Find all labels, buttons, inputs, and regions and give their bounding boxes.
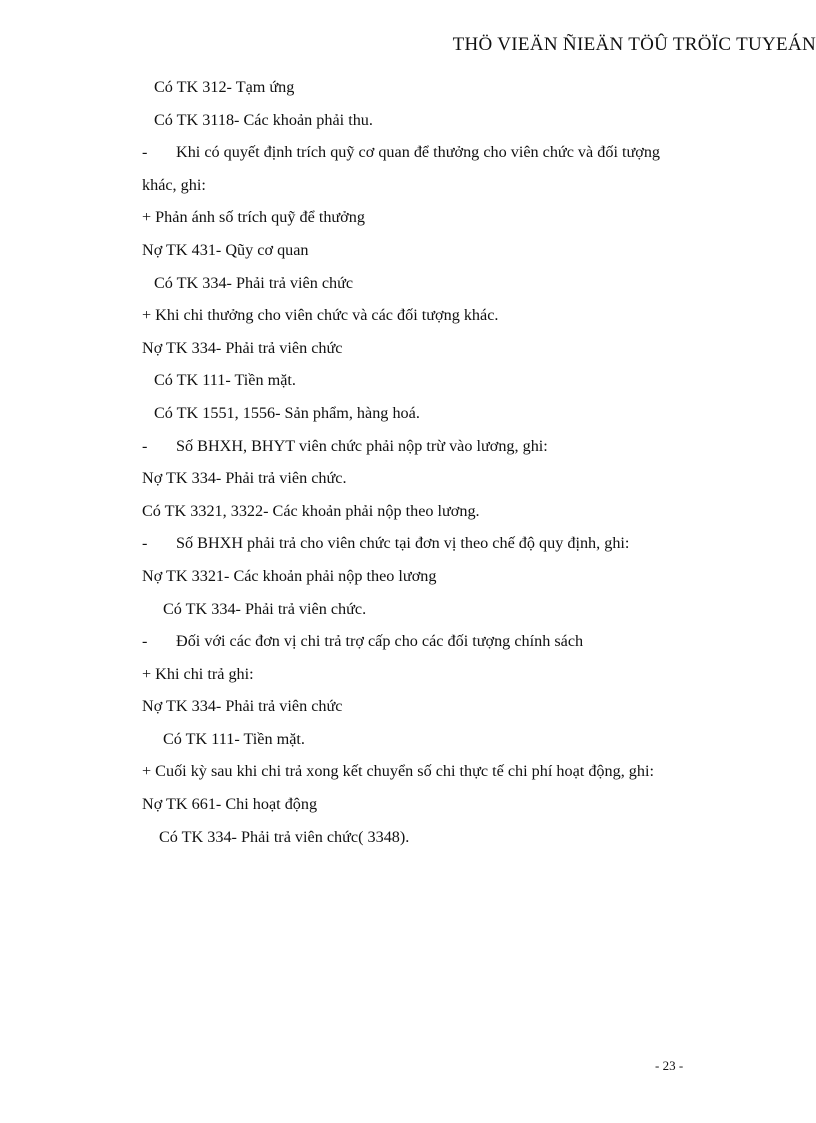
bullet-line <box>142 141 762 174</box>
dash-marker: - <box>142 143 148 162</box>
text-line: Có TK 334- Phải trả viên chức <box>154 273 354 292</box>
text-line: khác, ghi: <box>142 175 206 194</box>
dash-marker: - <box>142 436 148 455</box>
text-line: + Khi chi trả ghi: <box>142 664 254 683</box>
document-body <box>142 76 762 858</box>
text-line: Có TK 111- Tiền mặt. <box>154 371 296 390</box>
text-line: Nợ TK 661- Chi hoạt động <box>142 795 318 814</box>
bullet-line <box>142 630 762 663</box>
bullet-line <box>142 532 762 565</box>
text-line: Có TK 312- Tạm ứng <box>154 78 295 96</box>
text-line: + Phản ánh số trích quỹ để thưởng <box>142 208 365 227</box>
text-line: + Khi chi thưởng cho viên chức và các đối tượng khác. <box>142 306 499 325</box>
text-line: Có TK 334- Phải trả viên chức( 3348). <box>159 827 410 846</box>
page-number: - 23 - <box>655 1058 684 1073</box>
text-line: Có TK 1551, 1556- Sản phẩm, hàng hoá. <box>154 403 420 422</box>
text-line: Đối với các đơn vị chi trả trợ cấp cho các đối tượng chính sách <box>176 632 584 651</box>
dash-marker: - <box>142 534 148 553</box>
dash-marker: - <box>142 632 148 651</box>
text-line: Có TK 334- Phải trả viên chức. <box>163 599 367 618</box>
text-line: Nợ TK 334- Phải trả viên chức <box>142 697 343 716</box>
text-line: Có TK 3321, 3322- Các khoản phải nộp theo lương. <box>142 501 480 520</box>
text-line: Có TK 111- Tiền mặt. <box>163 729 305 748</box>
text-line: Nợ TK 3321- Các khoản phải nộp theo lương <box>142 566 437 585</box>
text-line: Nợ TK 334- Phải trả viên chức <box>142 338 343 357</box>
bullet-line <box>142 435 762 468</box>
text-line: Nợ TK 334- Phải trả viên chức. <box>142 469 347 488</box>
text-line: Số BHXH, BHYT viên chức phải nộp trừ vào lương, ghi: <box>176 436 548 455</box>
text-line: + Cuối kỳ sau khi chi trả xong kết chuyển số chi thực tế chi phí hoạt động, ghi: <box>142 762 654 781</box>
text-line: Nợ TK 431- Qũy cơ quan <box>142 240 309 259</box>
text-line: Có TK 3118- Các khoản phải thu. <box>154 110 373 129</box>
text-line: Số BHXH phải trả cho viên chức tại đơn vị theo chế độ quy định, ghi: <box>176 534 630 553</box>
text-line: Khi có quyết định trích quỹ cơ quan để thưởng cho viên chức và đối tượng <box>176 143 661 162</box>
page-header: THÖ VIEÄN ÑIEÄN TÖÛ TRÖÏC TUYEÁN <box>452 34 816 55</box>
